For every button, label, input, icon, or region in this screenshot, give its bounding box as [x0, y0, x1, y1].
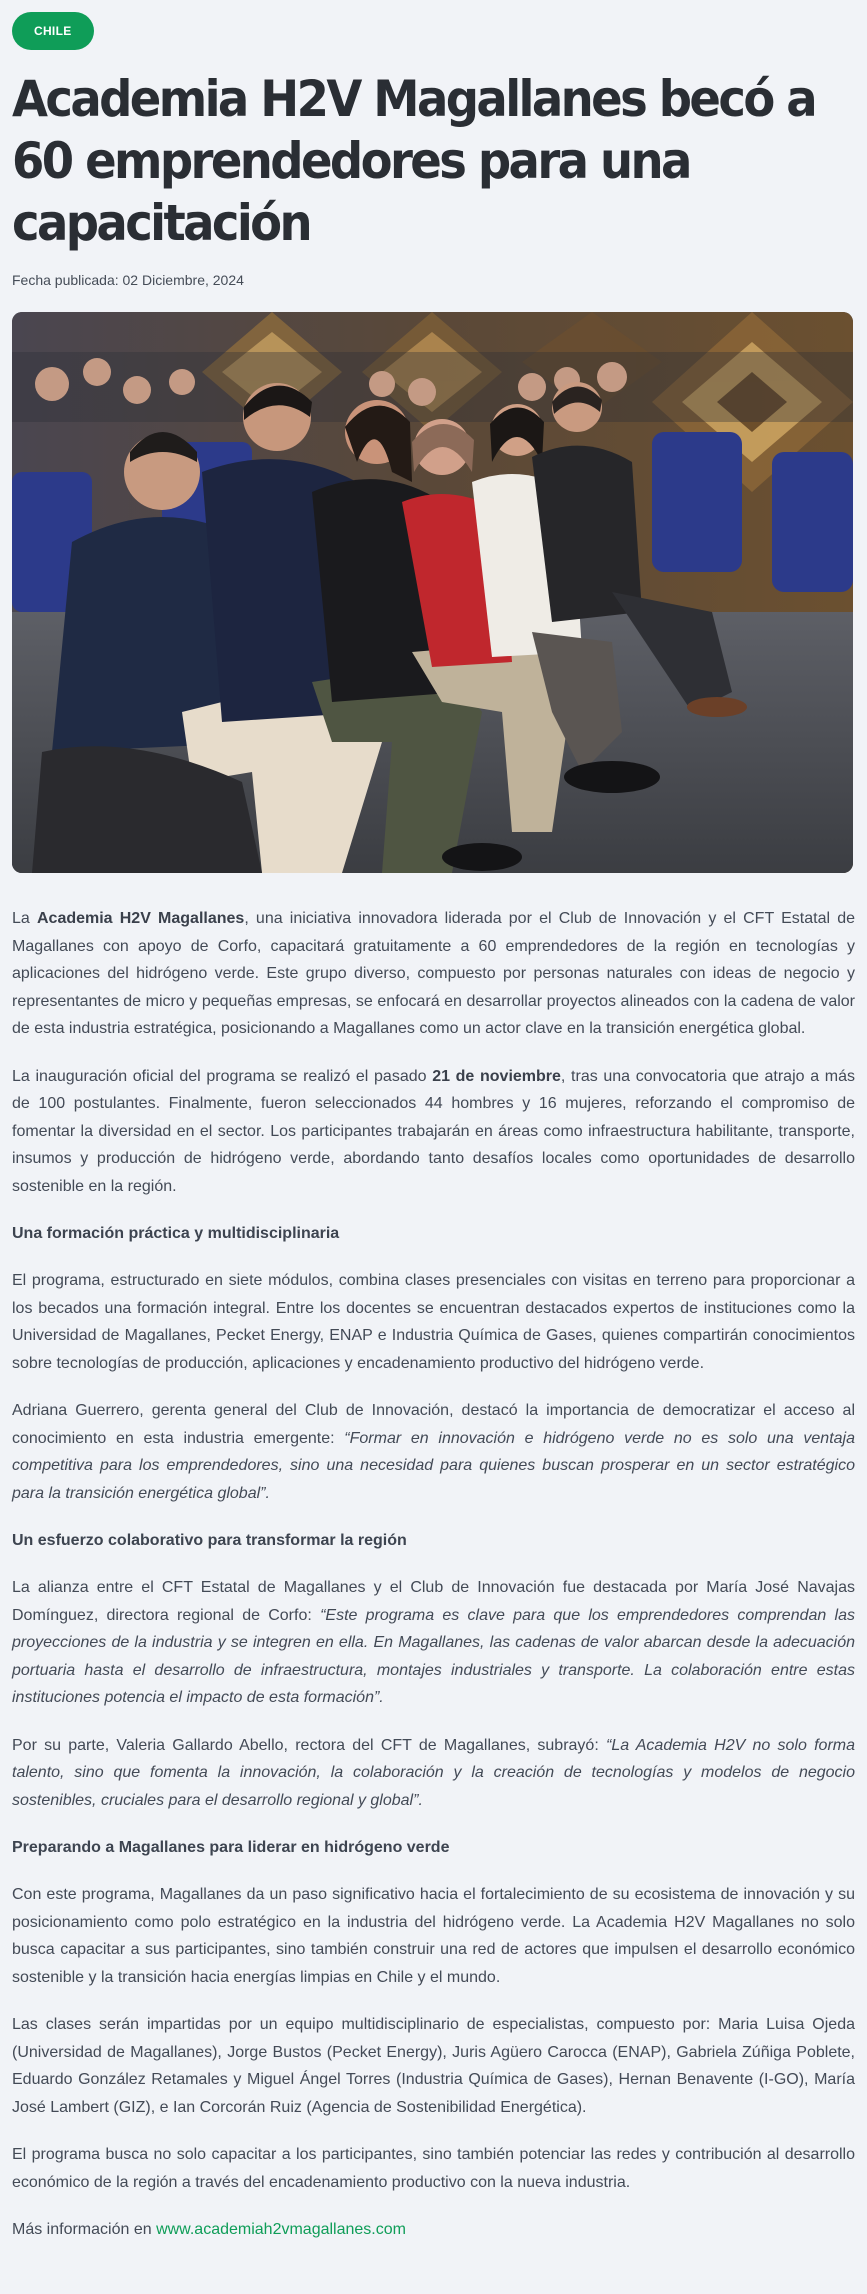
paragraph-instructors: Las clases serán impartidas por un equipo multidisciplinario de especialistas, compuesto por: Maria Luisa Ojeda (Universidad de Magallanes), Jorge Bustos (Pecket Energy), Juris Agüero Carocca (ENAP), Gabriela Zúñiga Poblete, Eduardo González Retamales y Miguel Ángel Torres (Industria Química de Gases), Hernan Benavente (I-GO), María José Lambert (GIZ), e Ian Corcorán Ruiz (Agencia de Sostenibilidad Energética). — [12, 2016, 855, 2116]
paragraph-program: El programa, estructurado en siete módulos, combina clases presenciales con visitas en terreno para proporcionar a los becados una formación integral. Entre los docentes se encuentran destacados expertos de instituciones como la Universidad de Magallanes, Pecket Energy, ENAP e Industria Química de Gases, quienes compartirán conocimientos sobre tecnologías de producción, aplicaciones y encadenamiento productivo del hidrógeno verde. — [12, 1272, 855, 1372]
quote-gallardo: “La Academia H2V no solo forma talento, sino que fomenta la innovación, la colaboración y la creación de tecnologías y modelos de negocio sostenibles, cruciales para el desarrollo regional y global”. — [12, 1736, 855, 1809]
paragraph-networks: El programa busca no solo capacitar a los participantes, sino también potenciar las redes y contribución al desarrollo económico de la región a través del encadenamiento productivo con la nueva industria. — [12, 2146, 855, 2191]
article-hero-image — [12, 312, 853, 873]
section-heading-formacion: Una formación práctica y multidisciplinaria — [12, 1225, 340, 1242]
bold-date: 21 de noviembre — [432, 1067, 561, 1085]
paragraph-inauguration: La inauguración oficial del programa se realizó el pasado 21 de noviembre, tras una convocatoria que atrajo a más de 100 postulantes. Finalmente, fueron seleccionados 44 hombres y 16 mujeres, reforzando el compromiso de fomentar la diversidad en el sector. Los participantes trabajarán en áreas como infraestructura habilitante, transporte, insumos y producción de hidrógeno verde, abordando tanto desafíos locales como oportunidades de desarrollo sostenible en la región. — [12, 1067, 855, 1195]
website-link[interactable]: www.academiah2vmagallanes.com — [156, 2221, 406, 2238]
section-heading-preparando: Preparando a Magallanes para liderar en hidrógeno verde — [12, 1839, 450, 1856]
section-heading-colaborativo: Un esfuerzo colaborativo para transformar la región — [12, 1532, 407, 1549]
article-body — [12, 905, 855, 2244]
publish-date: Fecha publicada: 02 Diciembre, 2024 — [12, 272, 244, 288]
paragraph-gallardo-quote: Por su parte, Valeria Gallardo Abello, rectora del CFT de Magallanes, subrayó: “La Academia H2V no solo forma talento, sino que fomenta la innovación, la colaboración y la creación de tecnologías y modelos de negocio sostenibles, cruciales para el desarrollo regional y global”. — [12, 1736, 855, 1809]
paragraph-ecosystem: Con este programa, Magallanes da un paso significativo hacia el fortalecimiento de su ecosistema de innovación y su posicionamiento como polo estratégico en la industria del hidrógeno verde. La Academia H2V Magallanes no solo busca capacitar a sus participantes, sino también construir una red de actores que impulsen el desarrollo económico sostenible y la transición hacia energías limpias en Chile y el mundo. — [12, 1886, 855, 1986]
paragraph-intro: La Academia H2V Magallanes, una iniciativa innovadora liderada por el Club de Innovación y el CFT Estatal de Magallanes con apoyo de Corfo, capacitará gratuitamente a 60 emprendedores de la región en tecnologías y aplicaciones del hidrógeno verde. Este grupo diverso, compuesto por personas naturales con ideas de negocio y representantes de micro y pequeñas empresas, se enfocará en desarrollar proyectos alineados con la cadena de valor de esta industria estratégica, posicionando a Magallanes como un actor clave en la transición energética global. — [12, 910, 856, 1037]
bold-academia: Academia H2V Magallanes — [36, 910, 245, 927]
quote-navajas: “Este programa es clave para que los emprendedores comprendan las proyecciones de la industria y se integren en ella. En Magallanes, las cadenas de valor abarcan desde la adecuación portuaria hasta el desarrollo de infraestructura, montajes industriales y transporte. La colaboración entre estas instituciones potencia el impacto de esta formación”. — [12, 1606, 856, 1706]
hero-photo-illustration — [12, 312, 853, 873]
quote-guerrero: “Formar en innovación e hidrógeno verde no es solo una ventaja competitiva para los emprendedores, sino una necesidad para quienes buscan prosperar en un sector estratégico para la transición energética global”. — [12, 1429, 855, 1502]
paragraph-guerrero-quote: Adriana Guerrero, gerenta general del Club de Innovación, destacó la importancia de democratizar el acceso al conocimiento en esta industria emergente: “Formar en innovación e hidrógeno verde no es solo una ventaja competitiva para los emprendedores, sino una necesidad para quienes buscan prosperar en un sector estratégico para la transición energética global”. — [12, 1402, 855, 1502]
paragraph-navajas-quote: La alianza entre el CFT Estatal de Magallanes y el Club de Innovación fue destacada por María José Navajas Domínguez, directora regional de Corfo: “Este programa es clave para que los emprendedores comprendan las proyecciones de la industria y se integren en ella. En Magallanes, las cadenas de valor abarcan desde la adecuación portuaria hasta el desarrollo de infraestructura, montajes industriales y transporte. La colaboración entre estas instituciones potencia el impacto de esta formación”. — [12, 1579, 856, 1706]
paragraph-more-info: Más información en www.academiah2vmagallanes.com — [12, 2221, 406, 2238]
category-badge[interactable]: CHILE — [12, 12, 94, 50]
article-title: Academia H2V Magallanes becó a 60 emprendedores para una capacitación — [12, 70, 816, 252]
